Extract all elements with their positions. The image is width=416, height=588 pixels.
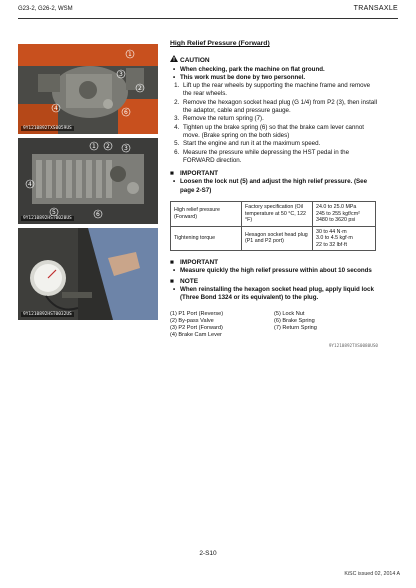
issue-info: KiSC issued 02, 2014 A <box>344 571 400 577</box>
step-item: 2. Remove the hexagon socket head plug (G 1/4) from P2 (3), then install the adaptor, cable and pressure gauge. <box>181 99 378 116</box>
procedure-steps <box>170 82 378 165</box>
square-bullet-icon: ■ <box>170 170 174 178</box>
section-title: High Relief Pressure (Forward) <box>170 40 270 47</box>
spec-item: Tightening torque <box>171 226 242 251</box>
step-item: 1. Lift up the rear wheels by supporting the machine frame and remove the rear wheels. <box>181 82 378 99</box>
header-section: TRANSAXLE <box>353 5 398 12</box>
warning-icon <box>170 55 180 65</box>
content-column <box>170 40 378 351</box>
table-row <box>171 226 376 251</box>
square-bullet-icon: ■ <box>170 259 174 267</box>
legend-item: (4) Brake Cam Lever <box>170 331 222 338</box>
page-number: 2-S10 <box>199 550 217 557</box>
svg-text:3: 3 <box>119 71 123 78</box>
table-row <box>171 202 376 227</box>
photo-relief-valves <box>18 138 158 224</box>
header-divider <box>18 18 398 19</box>
important-bullet: • Measure quickly the high relief pressure within about 10 seconds <box>170 267 378 275</box>
spec-item: High relief pressure (Forward) <box>171 202 242 227</box>
svg-text:2: 2 <box>106 143 110 150</box>
spec-values: 24.0 to 25.0 MPa 245 to 255 kgf/cm² 3480 to 3620 psi <box>313 202 376 227</box>
step-item: 6. Measure the pressure while depressing the HST pedal in the FORWARD direction. <box>181 149 378 166</box>
step-item: 4. Tighten up the brake spring (6) so that the brake cam lever cannot move. (Brake spring on the both sides) <box>181 124 378 141</box>
svg-text:1: 1 <box>92 143 96 150</box>
important-label: ■ IMPORTANT <box>170 170 219 178</box>
square-bullet-icon: ■ <box>170 277 174 285</box>
photo-caption: 9Y1210892HST0020US <box>23 216 72 221</box>
photo-caption: 9Y1210892HST0032US <box>23 312 72 317</box>
legend-item: (5) Lock Nut <box>274 310 305 317</box>
svg-text:5: 5 <box>52 209 56 216</box>
legend-item: (7) Return Spring <box>274 324 317 331</box>
svg-text:3: 3 <box>124 145 128 152</box>
parts-legend <box>170 311 378 339</box>
reference-code: 9Y1210892TXS0080US0 <box>328 343 378 349</box>
important-label: ■ IMPORTANT <box>170 259 219 267</box>
svg-text:2: 2 <box>138 85 142 92</box>
legend-item: (2) By-pass Valve <box>170 317 214 324</box>
photo-transaxle-top <box>18 44 158 134</box>
svg-text:4: 4 <box>54 105 58 112</box>
photo-pressure-gauge <box>18 228 158 320</box>
svg-text:6: 6 <box>96 211 100 218</box>
spec-condition: Factory specification (Oil temperature at 50 °C, 122 °F) <box>242 202 313 227</box>
spec-table <box>170 201 376 251</box>
note-bullet: • When reinstalling the hexagon socket head plug, apply liquid lock (Three Bond 1324 or its equivalent) to the plug. <box>170 286 378 303</box>
note-label: ■ NOTE <box>170 277 199 285</box>
caution-bullet: • This work must be done by two personnel. <box>170 74 378 82</box>
legend-item: (3) P2 Port (Forward) <box>170 324 223 331</box>
header-model: G23-2, G26-2, WSM <box>18 6 73 12</box>
caution-bullet: • When checking, park the machine on flat ground. <box>170 66 378 74</box>
caution-label <box>170 55 378 65</box>
spec-condition: Hexagon socket head plug (P1 and P2 port) <box>242 226 313 251</box>
spec-values: 30 to 44 N·m 3.0 to 4.5 kgf·m 22 to 32 lbf·ft <box>313 226 376 251</box>
legend-item: (1) P1 Port (Reverse) <box>170 310 224 317</box>
important-bullet: • Loosen the lock nut (5) and adjust the high relief pressure. (See page 2-S7) <box>170 178 378 195</box>
caution-text: CAUTION <box>180 57 210 65</box>
legend-item: (6) Brake Spring <box>274 317 315 324</box>
svg-text:4: 4 <box>28 181 32 188</box>
step-item: 3. Remove the return spring (7). <box>181 115 378 123</box>
photo-caption: 9Y1210892TXS0059US <box>23 126 72 131</box>
svg-text:1: 1 <box>128 51 132 58</box>
svg-text:6: 6 <box>124 109 128 116</box>
step-item: 5. Start the engine and run it at the maximum speed. <box>181 140 378 148</box>
